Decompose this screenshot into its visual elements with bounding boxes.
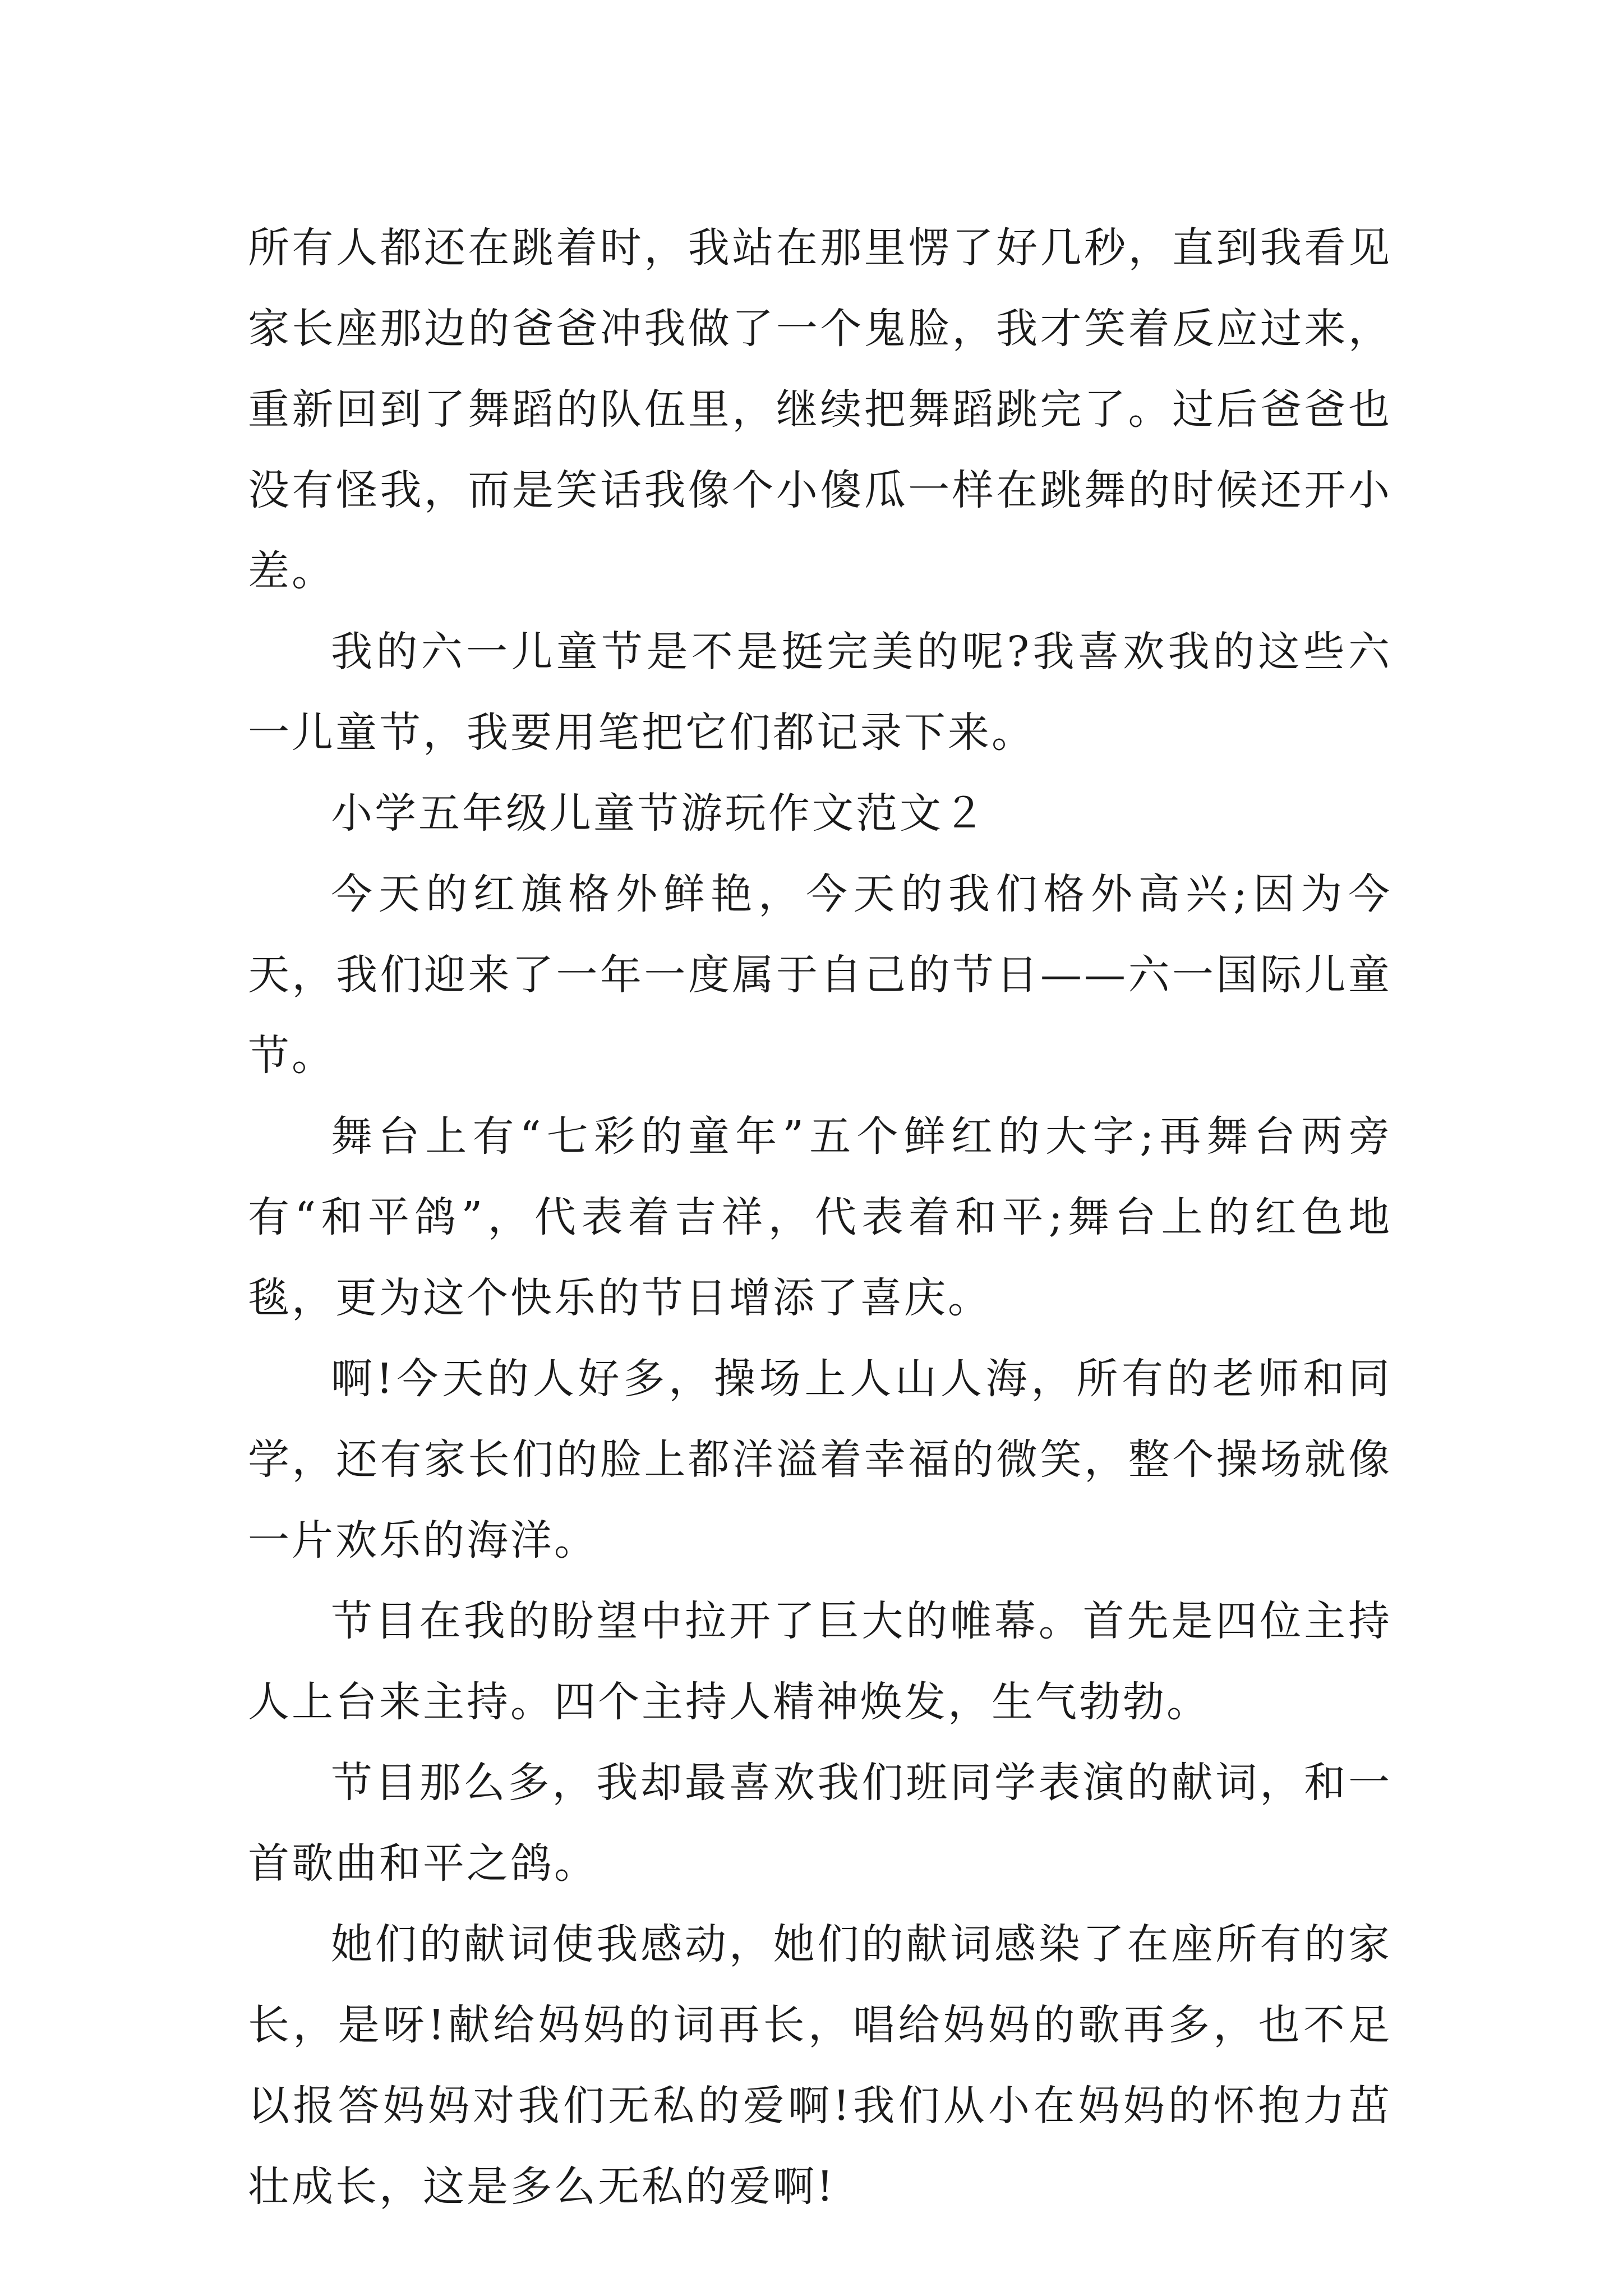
paragraph: 舞台上有“七彩的童年”五个鲜红的大字;再舞台两旁有“和平鸽”，代表着吉祥，代表着和平;舞台上的红色地毯，更为这个快乐的节日增添了喜庆。 bbox=[248, 1112, 1392, 1322]
paragraph: 节目那么多，我却最喜欢我们班同学表演的献词，和一首歌曲和平之鸽。 bbox=[248, 1759, 1392, 1888]
paragraph: 啊!今天的人好多，操场上人山人海，所有的老师和同学，还有家长们的脸上都洋溢着幸福的微笑，整个操场就像一片欢乐的海洋。 bbox=[248, 1355, 1392, 1565]
paragraph: 她们的献词使我感动，她们的献词感染了在座所有的家长，是呀!献给妈妈的词再长，唱给妈妈的歌再多，也不足以报答妈妈对我们无私的爱啊!我们从小在妈妈的怀抱力茁壮成长，这是多么无私的爱啊! bbox=[248, 1920, 1392, 2211]
paragraph: 今天的红旗格外鲜艳，今天的我们格外高兴;因为今天，我们迎来了一年一度属于自己的节日——六一国际儿童节。 bbox=[248, 870, 1392, 1080]
paragraph: 节目在我的盼望中拉开了巨大的帷幕。首先是四位主持人上台来主持。四个主持人精神焕发，生气勃勃。 bbox=[248, 1597, 1392, 1726]
paragraph-continued: 所有人都还在跳着时，我站在那里愣了好几秒，直到我看见家长座那边的爸爸冲我做了一个鬼脸，我才笑着反应过来，重新回到了舞蹈的队伍里，继续把舞蹈跳完了。过后爸爸也没有怪我，而是笑话我像个小傻瓜一样在跳舞的时候还开小差。 bbox=[248, 224, 1392, 595]
section-heading: 小学五年级儿童节游玩作文范文２ bbox=[331, 789, 987, 838]
document-body bbox=[248, 208, 1392, 2227]
paragraph: 我的六一儿童节是不是挺完美的呢?我喜欢我的这些六一儿童节，我要用笔把它们都记录下来。 bbox=[248, 628, 1392, 757]
